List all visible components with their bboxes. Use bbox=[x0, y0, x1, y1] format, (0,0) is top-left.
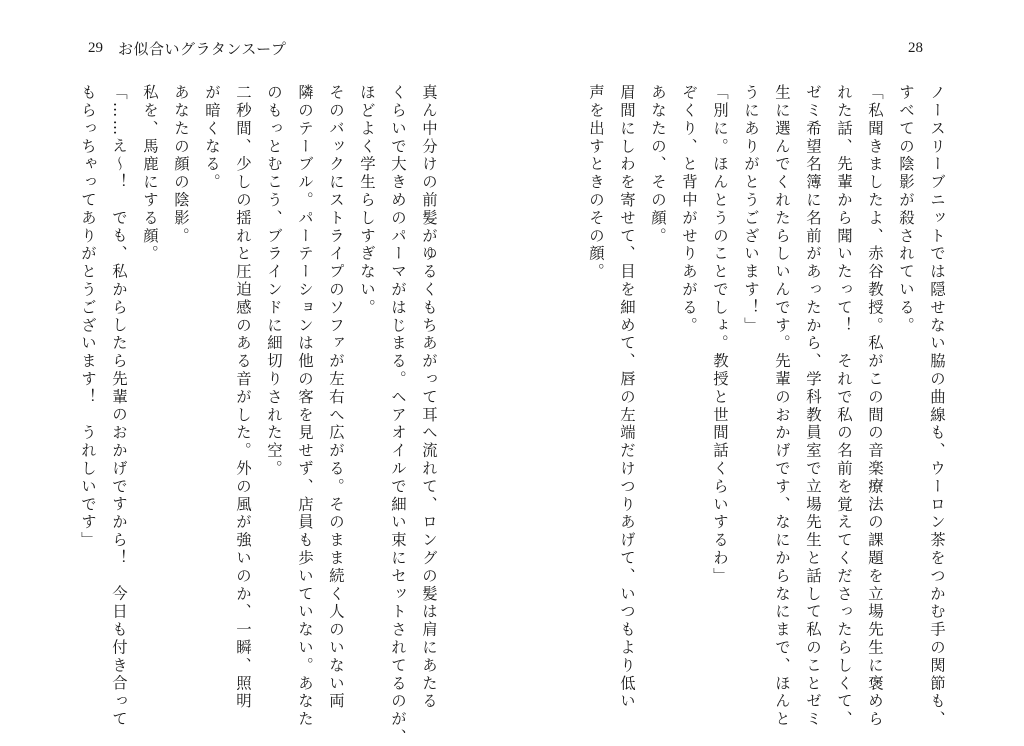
text-line: のもっとむこう、ブラインドに細切りされた空。 bbox=[265, 84, 283, 478]
text-line: 「私聞きましたよ、赤谷教授。私がこの間の音楽療法の課題を立場先生に褒めら bbox=[866, 84, 884, 729]
text-line: うにありがとうございます！」 bbox=[742, 84, 760, 335]
text-line: ぞくり、と背中がせりあがる。 bbox=[680, 84, 698, 335]
right-page-text bbox=[587, 84, 952, 729]
text-line: が暗くなる。 bbox=[203, 84, 221, 192]
text-line: そのバックにストライプのソファが左右へ広がる。そのまま続く人のいない両 bbox=[327, 84, 345, 711]
text-line: れた話、先輩から聞いたって！ それで私の名前を覚えてくださったらしくて、 bbox=[835, 84, 853, 729]
text-line: ゼミ希望名簿に名前があったから、学科教員室で立場先生と話して私のことゼミ bbox=[804, 84, 822, 729]
text-line: ノースリーブニットでは隠せない脇の曲線も、ウーロン茶をつかむ手の関節も、 bbox=[928, 84, 946, 729]
text-line: ほどよく学生らしすぎない。 bbox=[358, 84, 376, 317]
text-line: 「……え〜！ でも、私からしたら先輩のおかげですから！ 今日も付き合って bbox=[110, 84, 128, 729]
text-line: 隣のテーブル。パーテーションは他の客を見せず、店員も歩いていない。あなた bbox=[296, 84, 314, 729]
running-title: お似合いグラタンスープ bbox=[118, 40, 287, 58]
text-line: 私を、馬鹿にする顔。 bbox=[141, 84, 159, 263]
text-line: 眉間にしわを寄せて、目を細めて、唇の左端だけつりあげて、いつもより低い bbox=[618, 84, 636, 711]
text-line: 声を出すときのその顔。 bbox=[587, 84, 605, 281]
text-line: すべての陰影が殺されている。 bbox=[897, 84, 915, 335]
text-line: 生に選んでくれたらしいんです。先輩のおかげです、なにからなにまで、ほんと bbox=[773, 84, 791, 729]
text-line: あなたの、その顔。 bbox=[649, 84, 667, 246]
left-page-text bbox=[79, 84, 444, 746]
text-line: もらっちゃってありがとうございます！ うれしいです」 bbox=[79, 84, 97, 550]
left-page-number: 29 bbox=[88, 40, 103, 56]
text-line: 真ん中分けの前髪がゆるくもちあがって耳へ流れて、ロングの髪は肩にあたる bbox=[420, 84, 438, 711]
text-line: 二秒間、少しの揺れと圧迫感のある音がした。外の風が強いのか、一瞬、照明 bbox=[234, 84, 252, 711]
right-page-number: 28 bbox=[908, 40, 923, 56]
text-line: 「別に。ほんとうのことでしょ。教授と世間話くらいするわ」 bbox=[711, 84, 729, 586]
text-line: あなたの顔の陰影。 bbox=[172, 84, 190, 246]
text-line: くらいで大きめのパーマがはじまる。ヘアオイルで細い束にセットされてるのが、 bbox=[389, 84, 407, 746]
